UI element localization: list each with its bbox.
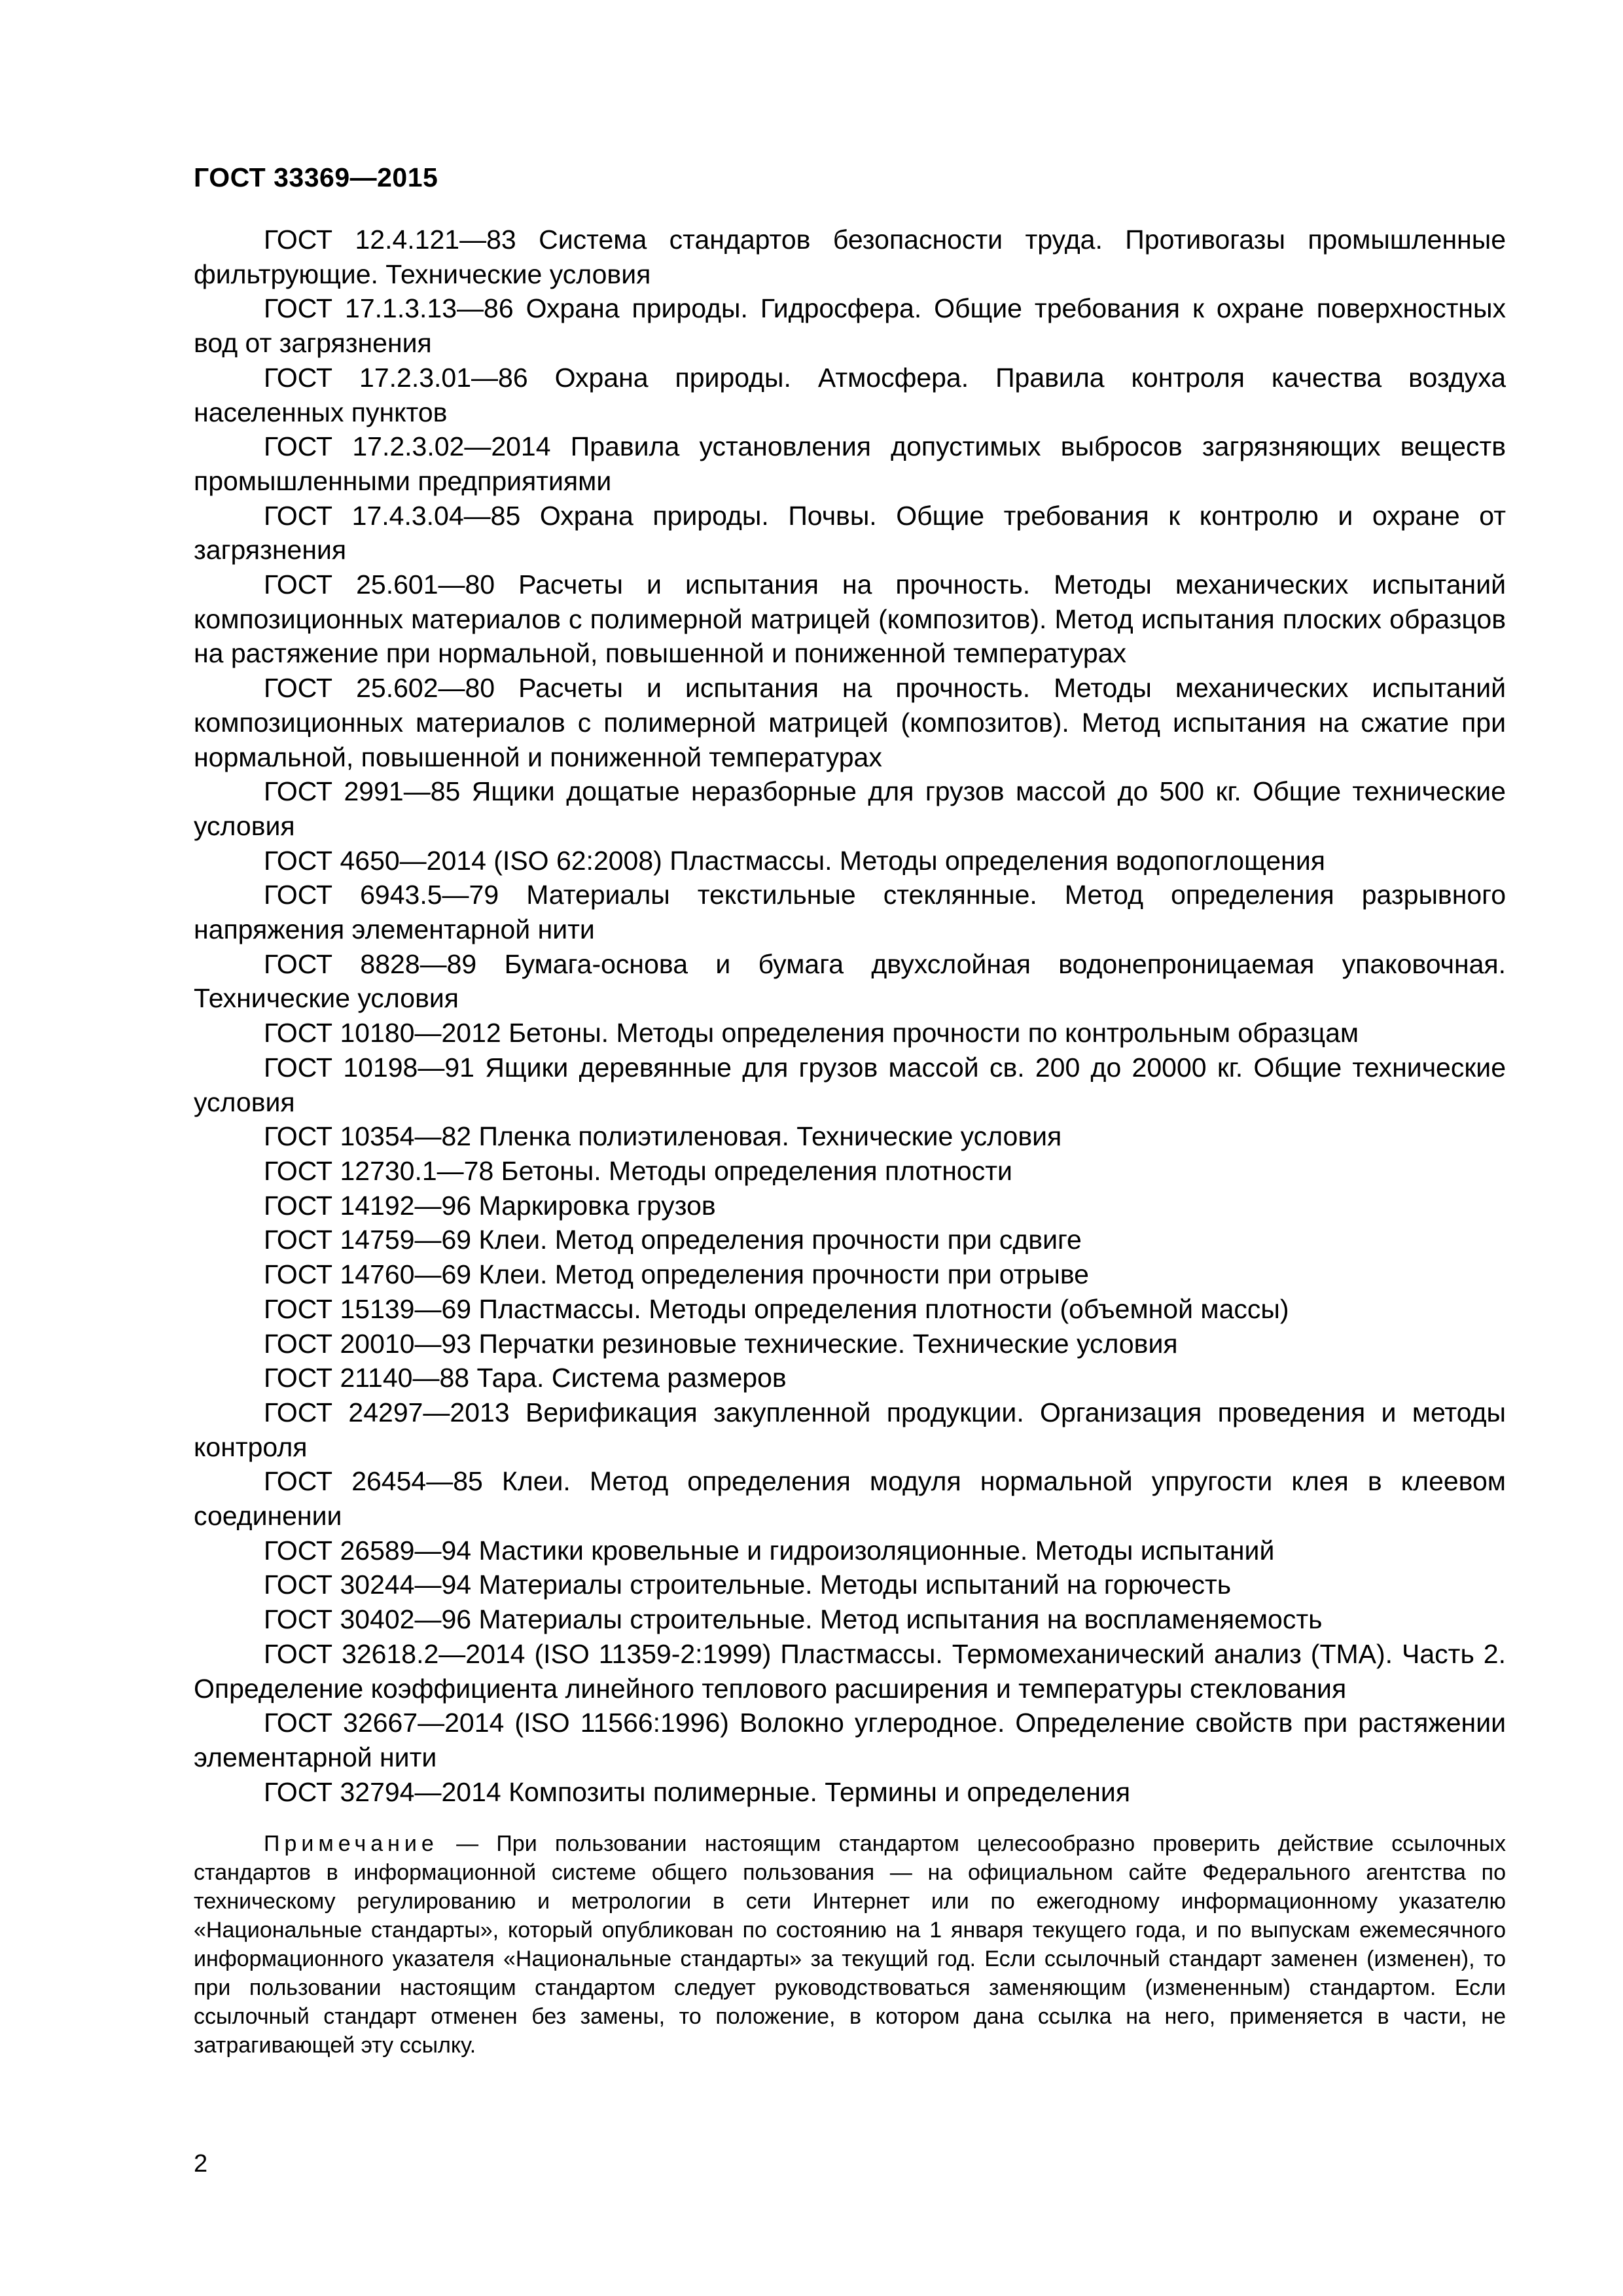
note-text: — При пользовании настоящим стандартом целесообразно проверить действие ссылочных стандартов в информационной системе общего пользования — на официальном сайте Федерального агентства по техническому регулированию и метрологии в сети Интернет или по ежегодному информационному указателю «Национальные стандарты», который опубликован по состоянию на 1 января текущего года, и по выпускам ежемесячного информационного указателя «Национальные стандарты» за текущий год. Если ссылочный стандарт заменен (изменен), то при пользовании настоящим стандартом следует руководствоваться заменяющим (измененным) стандартом. Если ссылочный стандарт отменен без замены, то положение, в котором дана ссылка на него, применяется в части, не затрагивающей эту ссылку. — [194, 1831, 1506, 2058]
reference-item: ГОСТ 17.4.3.04—85 Охрана природы. Почвы. Общие требования к контролю и охране от загрязнения — [194, 500, 1506, 565]
reference-item: ГОСТ 15139—69 Пластмассы. Методы определения плотности (объемной массы) — [264, 1293, 1289, 1324]
reference-item: ГОСТ 30244—94 Материалы строительные. Методы испытаний на горючесть — [264, 1570, 1232, 1600]
reference-item: ГОСТ 14192—96 Маркировка грузов — [264, 1190, 716, 1221]
reference-item: ГОСТ 20010—93 Перчатки резиновые технические. Технические условия — [264, 1328, 1178, 1359]
reference-item: ГОСТ 12.4.121—83 Система стандартов безопасности труда. Противогазы промышленные фильтрующие. Технические условия — [194, 224, 1506, 289]
reference-item: ГОСТ 32794—2014 Композиты полимерные. Термины и определения — [264, 1776, 1131, 1807]
reference-item: ГОСТ 26454—85 Клеи. Метод определения модуля нормальной упругости клея в клеевом соединении — [194, 1466, 1506, 1532]
note-paragraph — [194, 1829, 1506, 2060]
normative-references-list — [194, 223, 1506, 1809]
reference-item: ГОСТ 10180—2012 Бетоны. Методы определения прочности по контрольным образцам — [264, 1018, 1359, 1049]
reference-item: ГОСТ 14759—69 Клеи. Метод определения прочности при сдвиге — [264, 1225, 1082, 1255]
reference-item: ГОСТ 17.2.3.02—2014 Правила установления допустимых выбросов загрязняющих веществ промышленными предприятиями — [194, 431, 1506, 496]
note-label: Примечание — [264, 1831, 438, 1856]
reference-item: ГОСТ 10198—91 Ящики деревянные для грузов массой св. 200 до 20000 кг. Общие технические условия — [194, 1052, 1506, 1117]
reference-item: ГОСТ 8828—89 Бумага-основа и бумага двухслойная водонепроницаемая упаковочная. Технические условия — [194, 948, 1506, 1014]
document-header: ГОСТ 33369—2015 — [194, 162, 438, 192]
reference-item: ГОСТ 17.1.3.13—86 Охрана природы. Гидросфера. Общие требования к охране поверхностных вод от загрязнения — [194, 293, 1506, 359]
reference-item: ГОСТ 21140—88 Тара. Система размеров — [264, 1363, 787, 1393]
page-number: 2 — [194, 2150, 208, 2178]
reference-item: ГОСТ 2991—85 Ящики дощатые неразборные для грузов массой до 500 кг. Общие технические условия — [194, 776, 1506, 841]
reference-item: ГОСТ 32618.2—2014 (ISO 11359-2:1999) Пластмассы. Термомеханический анализ (ТМА). Часть 2. Определение коэффициента линейного теплового расширения и температуры стеклования — [194, 1638, 1506, 1704]
reference-item: ГОСТ 32667—2014 (ISO 11566:1996) Волокно углеродное. Определение свойств при растяжении элементарной нити — [194, 1708, 1506, 1772]
reference-item: ГОСТ 12730.1—78 Бетоны. Методы определения плотности — [264, 1155, 1012, 1186]
reference-item: ГОСТ 14760—69 Клеи. Метод определения прочности при отрыве — [264, 1259, 1089, 1290]
reference-item: ГОСТ 30402—96 Материалы строительные. Метод испытания на воспламеняемость — [264, 1604, 1323, 1635]
reference-item: ГОСТ 17.2.3.01—86 Охрана природы. Атмосфера. Правила контроля качества воздуха населенных пунктов — [194, 362, 1506, 427]
reference-item: ГОСТ 6943.5—79 Материалы текстильные стеклянные. Метод определения разрывного напряжения элементарной нити — [194, 880, 1506, 945]
reference-item: ГОСТ 24297—2013 Верификация закупленной продукции. Организация проведения и методы контроля — [194, 1397, 1506, 1462]
reference-item: ГОСТ 4650—2014 (ISO 62:2008) Пластмассы. Методы определения водопоглощения — [264, 845, 1325, 876]
reference-item: ГОСТ 25.602—80 Расчеты и испытания на прочность. Методы механических испытаний композиционных материалов с полимерной матрицей (композитов). Метод испытания на сжатие при нормальной, повышенной и пониженной температурах — [194, 673, 1506, 772]
reference-item: ГОСТ 25.601—80 Расчеты и испытания на прочность. Методы механических испытаний композиционных материалов с полимерной матрицей (композитов). Метод испытания плоских образцов на растяжение при нормальной, повышенной и пониженной температурах — [194, 569, 1506, 669]
reference-item: ГОСТ 26589—94 Мастики кровельные и гидроизоляционные. Методы испытаний — [264, 1535, 1275, 1566]
reference-item: ГОСТ 10354—82 Пленка полиэтиленовая. Технические условия — [264, 1121, 1062, 1152]
